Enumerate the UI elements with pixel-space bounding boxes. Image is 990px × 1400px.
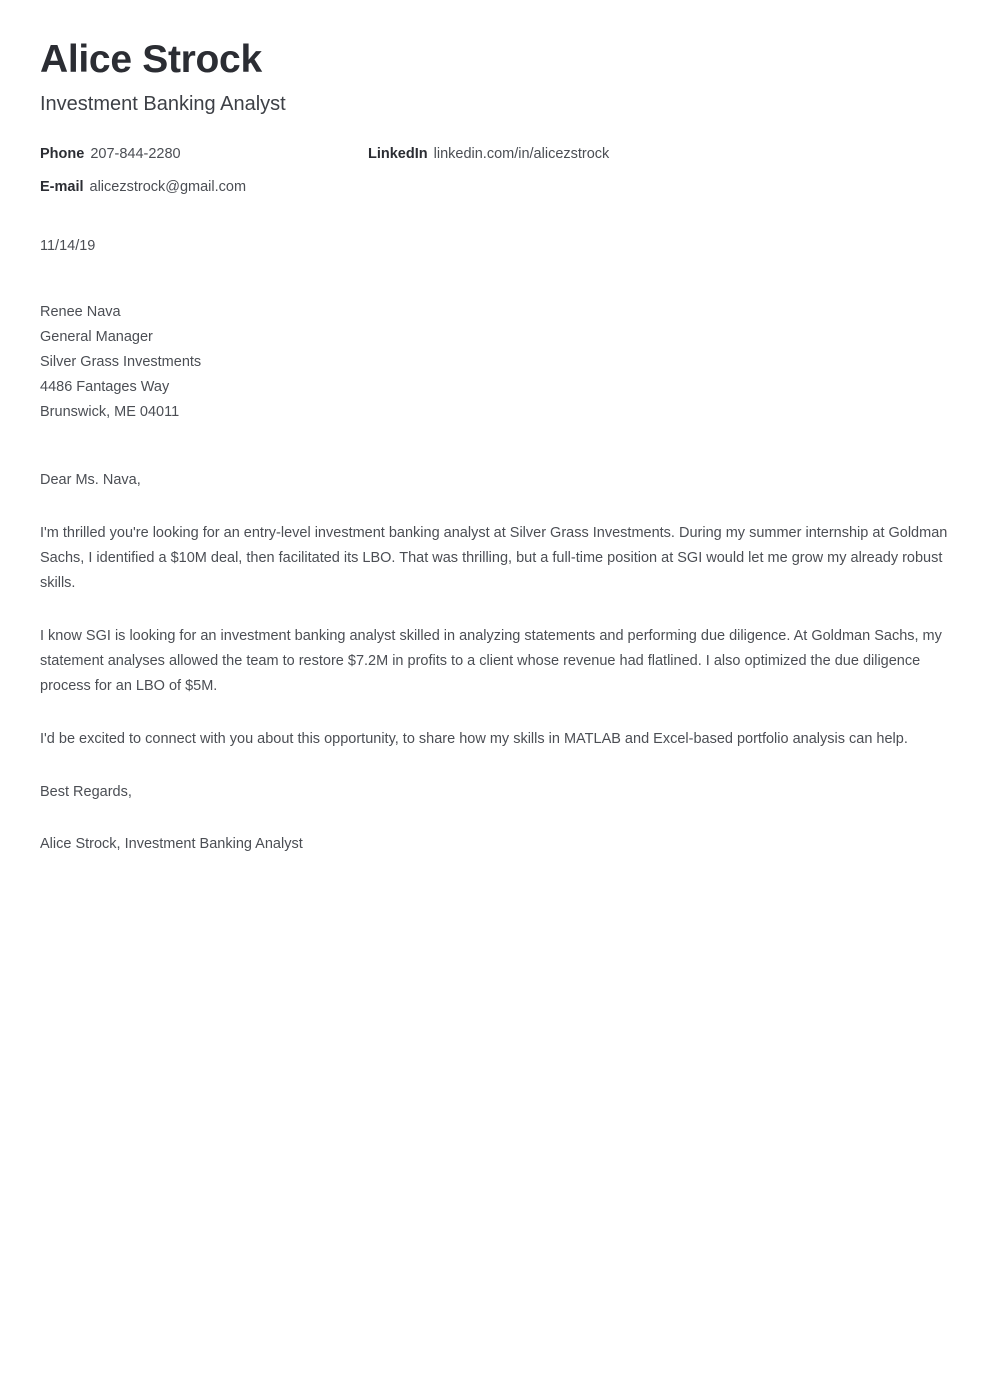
contact-email-value[interactable]: alicezstrock@gmail.com xyxy=(89,179,247,195)
contact-email-label: E-mail xyxy=(40,179,84,195)
contact-row xyxy=(40,176,950,199)
letter-closing: Best Regards, xyxy=(40,784,132,800)
contact-row xyxy=(40,143,950,166)
letter-date: 11/14/19 xyxy=(40,238,96,254)
recipient-title: General Manager xyxy=(40,329,153,345)
applicant-job-title: Investment Banking Analyst xyxy=(40,93,286,115)
recipient-address-block xyxy=(40,300,950,425)
contact-email xyxy=(40,176,246,199)
letter-signature: Alice Strock, Investment Banking Analyst xyxy=(40,836,303,852)
recipient-city-state-zip: Brunswick, ME 04011 xyxy=(40,404,180,420)
applicant-name: Alice Strock xyxy=(40,38,262,81)
contact-phone xyxy=(40,143,181,166)
letter-salutation: Dear Ms. Nava, xyxy=(40,472,141,488)
recipient-company: Silver Grass Investments xyxy=(40,354,202,370)
letter-header xyxy=(40,0,950,117)
contact-details xyxy=(40,143,950,199)
letter-paragraph-1: I'm thrilled you're looking for an entry-level investment banking analyst at Silver Grass Investments. During my summer internship at Goldman Sachs, I identified a $10M deal, then facilitated its LBO. That was thrilling, but a full-time position at SGI would let me grow my already robust skills. xyxy=(40,525,948,591)
contact-phone-value[interactable]: 207-844-2280 xyxy=(90,146,181,162)
contact-linkedin-value[interactable]: linkedin.com/in/alicezstrock xyxy=(433,146,610,162)
contact-phone-label: Phone xyxy=(40,146,85,162)
contact-linkedin xyxy=(368,143,609,166)
letter-paragraph-3: I'd be excited to connect with you about this opportunity, to share how my skills in MATLAB and Excel-based portfolio analysis can help. xyxy=(40,731,908,747)
recipient-name: Renee Nava xyxy=(40,304,121,320)
letter-paragraph-2: I know SGI is looking for an investment banking analyst skilled in analyzing statements and performing due diligence. At Goldman Sachs, my statement analyses allowed the team to restore $7.2M in profits to a client whose revenue had flatlined. I also optimized the due diligence process for an LBO of $5M. xyxy=(40,628,942,694)
contact-linkedin-label: LinkedIn xyxy=(368,146,428,162)
letter-content xyxy=(40,0,950,857)
recipient-street: 4486 Fantages Way xyxy=(40,379,170,395)
